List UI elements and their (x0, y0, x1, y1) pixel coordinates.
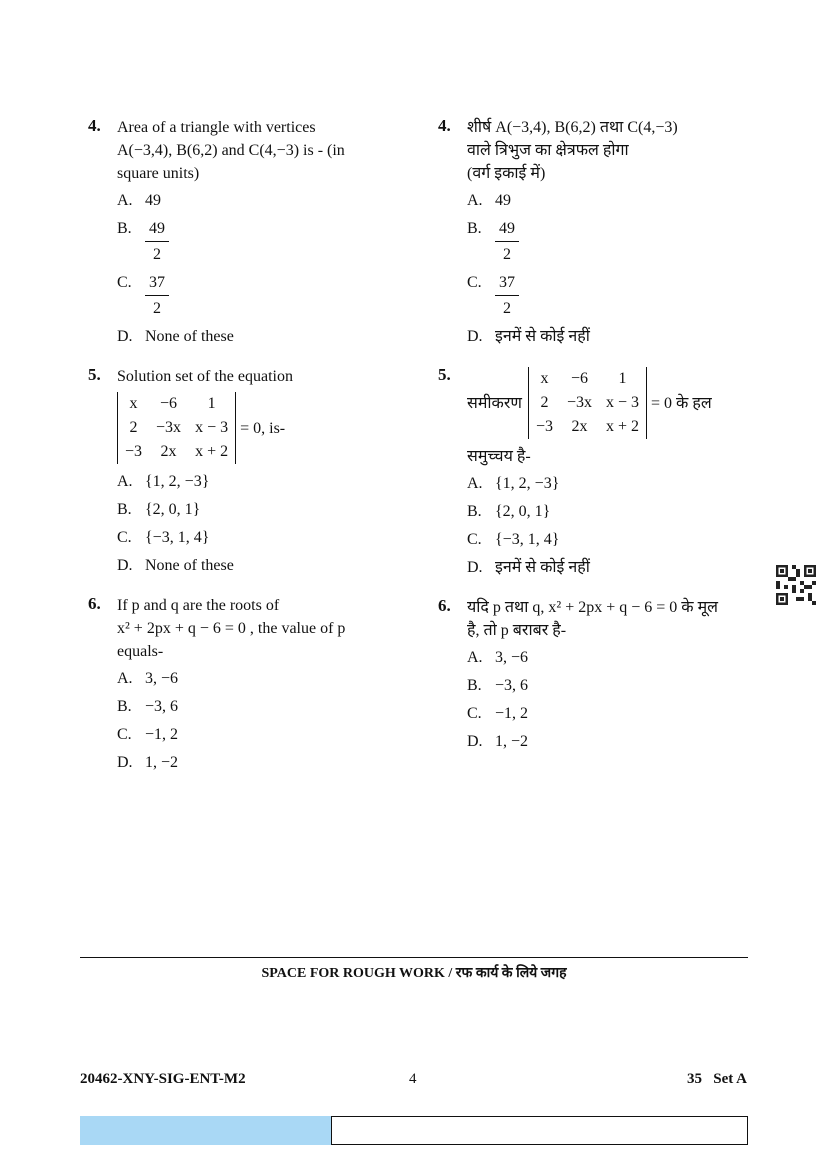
fraction: $\frac{37}{2}$ (145, 273, 169, 319)
option-a[interactable]: A. 3, −6 (117, 670, 179, 687)
option-a[interactable]: A. 3, −6 (467, 649, 529, 666)
option-d[interactable]: D. None of these (117, 328, 234, 345)
question-6-en (88, 594, 388, 773)
option-c[interactable]: C. {−3, 1, 4} (117, 529, 210, 546)
options (467, 191, 738, 347)
fraction: $\frac{37}{2}$ (495, 273, 519, 319)
hindi-column (438, 116, 738, 760)
determinant-equation: समीकरण x −6 1 2 −3x x − 3 −3 2x x + 2 = 0 के हल (467, 365, 738, 441)
question-number: 5. (438, 365, 451, 384)
page-number: 4 (409, 1071, 417, 1087)
question-4-en (88, 116, 388, 347)
options (467, 474, 738, 578)
fraction: $\frac{49}{2}$ (145, 219, 169, 265)
set-label: 35 Set A (687, 1071, 747, 1087)
option-c[interactable]: C. −1, 2 (467, 705, 529, 722)
english-column (88, 116, 388, 781)
option-a[interactable]: A. {1, 2, −3} (467, 475, 560, 492)
option-d[interactable]: D. इनमें से कोई नहीं (467, 559, 590, 576)
question-5-hi (438, 365, 738, 578)
option-b[interactable]: B. {2, 0, 1} (467, 503, 551, 520)
option-b[interactable]: B. −3, 6 (467, 677, 529, 694)
determinant: x −6 1 2 −3x x − 3 −3 2x x + 2 (528, 367, 647, 439)
option-d[interactable]: D. None of these (117, 557, 234, 574)
option-a[interactable]: A. 49 (117, 192, 161, 209)
question-text: Area of a triangle with vertices A(−3,4), B(6,2) and C(4,−3) is - (in square units) (117, 119, 345, 182)
option-a[interactable]: A. {1, 2, −3} (117, 473, 210, 490)
option-c[interactable]: C. $\frac{37}{2}$ (117, 273, 388, 319)
fraction: $\frac{49}{2}$ (495, 219, 519, 265)
paper-code: 20462-XNY-SIG-ENT-M2 (80, 1071, 246, 1087)
question-number: 6. (438, 596, 451, 615)
question-5-en (88, 365, 388, 576)
option-c[interactable]: C. {−3, 1, 4} (467, 531, 560, 548)
option-c[interactable]: C. $\frac{37}{2}$ (467, 273, 738, 319)
option-a[interactable]: A. 49 (467, 192, 511, 209)
options (467, 648, 738, 752)
footer-color-bar (80, 1116, 331, 1145)
options (117, 472, 388, 576)
determinant: x −6 1 2 −3x x − 3 −3 2x x + 2 (117, 392, 236, 464)
footer-box (331, 1116, 748, 1145)
rough-work-label: SPACE FOR ROUGH WORK / रफ कार्य के लिये जगह (261, 966, 567, 981)
determinant-equation: x −6 1 2 −3x x − 3 −3 2x x + 2 = 0, is- (117, 390, 388, 466)
question-number: 4. (438, 116, 451, 135)
question-text: शीर्ष A(−3,4), B(6,2) तथा C(4,−3) वाले त्रिभुज का क्षेत्रफल होगा (वर्ग इकाई में) (467, 119, 678, 182)
option-b[interactable]: B. $\frac{49}{2}$ (467, 219, 738, 265)
question-4-hi (438, 116, 738, 347)
question-6-hi (438, 596, 738, 752)
qr-code-icon (776, 565, 816, 605)
option-b[interactable]: B. $\frac{49}{2}$ (117, 219, 388, 265)
question-number: 4. (88, 116, 101, 135)
option-d[interactable]: D. 1, −2 (467, 733, 529, 750)
option-d[interactable]: D. 1, −2 (117, 754, 179, 771)
question-text: If p and q are the roots of x² + 2px + q − 6 = 0 , the value of p equals- (117, 597, 346, 660)
question-number: 6. (88, 594, 101, 613)
question-number: 5. (88, 365, 101, 384)
options (117, 669, 388, 773)
option-c[interactable]: C. −1, 2 (117, 726, 179, 743)
question-text: यदि p तथा q, x² + 2px + q − 6 = 0 के मूल है, तो p बराबर है- (467, 599, 719, 639)
divider (80, 957, 748, 958)
question-text: Solution set of the equation x −6 1 2 −3x x − 3 −3 2x x + 2 = 0, is- (117, 365, 388, 466)
options (117, 191, 388, 347)
option-d[interactable]: D. इनमें से कोई नहीं (467, 328, 590, 345)
option-b[interactable]: B. {2, 0, 1} (117, 501, 201, 518)
question-text: समीकरण x −6 1 2 −3x x − 3 −3 2x x + 2 = 0 के हल समुच्चय है- (467, 365, 738, 468)
option-b[interactable]: B. −3, 6 (117, 698, 179, 715)
